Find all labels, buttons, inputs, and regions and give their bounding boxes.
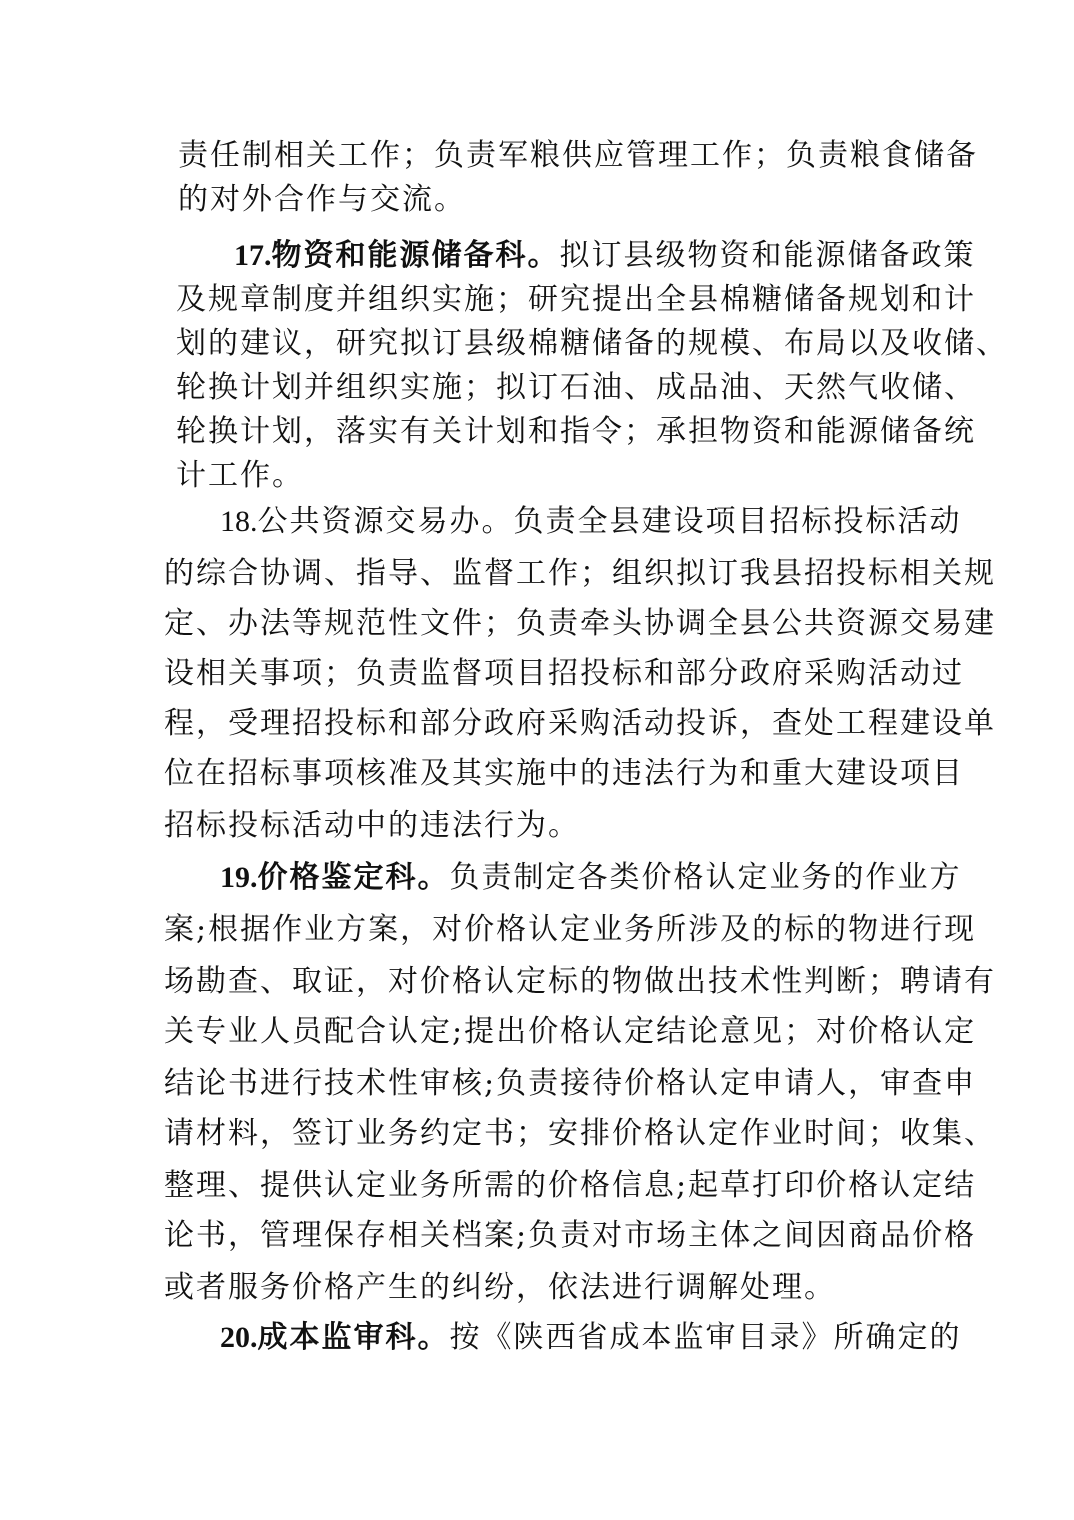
text-line [164,754,964,794]
section-19-first-line [220,858,962,898]
text-content: 或者服务价格产生的纠纷，依法进行调解处理。 [164,1270,836,1305]
text-line [164,654,964,694]
text-line [176,412,976,452]
text-content: 论书，管理保存相关档案;负责对市场主体之间因商品价格 [164,1218,977,1253]
text-line [164,1012,976,1052]
section-number: 18. [220,505,258,538]
text-content: 负责全县建设项目招标投标活动 [513,504,962,539]
text-line [164,554,996,594]
text-line [164,1216,976,1256]
section-number: 17. [234,239,272,272]
text-line [176,368,976,408]
section-number: 20. [220,1321,258,1354]
text-content: 负责制定各类价格认定业务的作业方 [449,860,962,895]
text-line [164,1064,976,1104]
section-heading: 公共资源交易办。 [257,504,514,539]
text-line [164,1166,976,1206]
text-content: 轮换计划，落实有关计划和指令；承担物资和能源储备统 [176,414,976,449]
section-18-first-line [220,502,962,542]
section-20-first-line [220,1318,962,1358]
text-content: 程，受理招投标和部分政府采购活动投诉，查处工程建设单 [164,706,996,741]
text-line [164,910,976,950]
text-content: 的综合协调、指导、监督工作；组织拟订我县招投标相关规 [164,556,996,591]
text-content: 责任制相关工作；负责军粮供应管理工作；负责粮食储备 [178,138,978,173]
section-heading: 价格鉴定科。 [257,860,450,895]
section-number: 19. [220,861,258,894]
text-content: 整理、提供认定业务所需的价格信息;起草打印价格认定结 [164,1168,977,1203]
text-content: 招标投标活动中的违法行为。 [164,808,580,843]
text-content: 案;根据作业方案，对价格认定业务所涉及的标的物进行现 [164,912,977,947]
text-content: 划的建议，研究拟订县级棉糖储备的规模、布局以及收储、 [176,326,1008,361]
section-heading: 成本监审科。 [257,1320,450,1355]
text-content: 结论书进行技术性审核;负责接待价格认定申请人，审查申 [164,1066,977,1101]
text-line [164,806,580,846]
section-17-first-line [234,236,976,276]
text-line [176,456,304,496]
text-content: 轮换计划并组织实施；拟订石油、成品油、天然气收储、 [176,370,976,405]
text-line [178,180,466,220]
text-content: 计工作。 [176,458,304,493]
text-line [178,136,978,176]
text-content: 的对外合作与交流。 [178,182,466,217]
text-line [164,962,996,1002]
text-line [176,280,976,320]
text-content: 关专业人员配合认定;提出价格认定结论意见；对价格认定 [164,1014,977,1049]
text-line [164,604,996,644]
text-line [164,704,996,744]
text-content: 及规章制度并组织实施；研究提出全县棉糖储备规划和计 [176,282,976,317]
text-content: 定、办法等规范性文件；负责牵头协调全县公共资源交易建 [164,606,996,641]
text-line [164,1268,836,1308]
text-content: 设相关事项；负责监督项目招投标和部分政府采购活动过 [164,656,964,691]
text-content: 场勘查、取证，对价格认定标的物做出技术性判断；聘请有 [164,964,996,999]
section-heading: 物资和能源储备科。 [271,238,560,273]
text-content: 按《陕西省成本监审目录》所确定的 [449,1320,962,1355]
text-line [176,324,1008,364]
text-content: 拟订县级物资和能源储备政策 [559,238,976,273]
text-line [164,1114,996,1154]
text-content: 请材料，签订业务约定书；安排价格认定作业时间；收集、 [164,1116,996,1151]
text-content: 位在招标事项核准及其实施中的违法行为和重大建设项目 [164,756,964,791]
